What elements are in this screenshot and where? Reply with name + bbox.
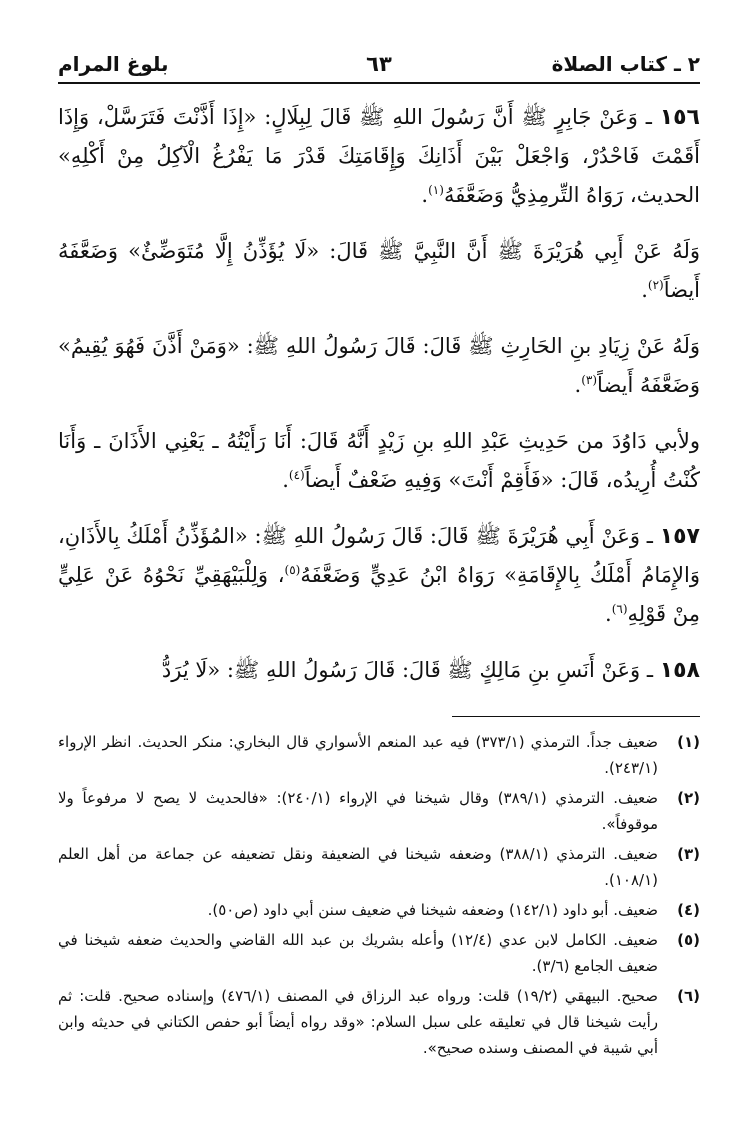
footnote-text: ضعيف جداً. الترمذي (٣٧٣/١) فيه عبد المنعم الأسواري قال البخاري: منكر الحديث. انظر الإرواء (٢٤٣/١). bbox=[58, 733, 658, 777]
book-title: بلوغ المرام bbox=[58, 52, 169, 76]
footnote-ref: (٦) bbox=[611, 602, 628, 616]
hadith-paragraph bbox=[58, 651, 700, 690]
hadith-text: وَلَهُ عَنْ أَبِي هُرَيْرَةَ ﷺ أَنَّ النَّبِيَّ ﷺ قَالَ: «لَا يُؤَذِّنُ إِلَّا مُتَوَضِّئٌ» وَضَعَّفَهُ أَيضاً bbox=[58, 239, 700, 302]
hadith-paragraph: وَلَهُ عَنْ أَبِي هُرَيْرَةَ ﷺ أَنَّ النَّبِيَّ ﷺ قَالَ: «لَا يُؤَذِّنُ إِلَّا مُتَوَضِّئٌ» وَضَعَّفَهُ أَيضاً$^{(٢)}$. bbox=[58, 239, 700, 302]
footnote-ref: (٤) bbox=[288, 468, 305, 482]
page bbox=[58, 44, 700, 1065]
footnote bbox=[58, 785, 700, 837]
footnote bbox=[58, 927, 700, 979]
hadith-paragraph: ولأبي دَاوُدَ من حَدِيثِ عَبْدِ اللهِ بنِ زَيْدٍ أَنَّهُ قَالَ: أَنَا رَأَيْتُهُ ـ يَعْنِي الأَذَانَ ـ وَأَنَا كُنْتُ أُرِيدُه، قَالَ: «فَأَقِمْ أَنْتَ» وَفِيهِ ضَعْفٌ أَيضاً$^{(٤)}$. bbox=[58, 429, 700, 492]
footnote-number: (٢) bbox=[677, 789, 700, 807]
footnote bbox=[58, 897, 700, 923]
footnote-text: صحيح. البيهقي (١٩/٢) قلت: ورواه عبد الرزاق في المصنف (٤٧٦/١) وإسناده صحيح. قلت: ثم رأيت شيخنا قال في تعليقه على سبل السلام: «وقد رواه أيضاً أبو حفص الكتاني في حديثه وابن أبي شيبة في المصنف وسنده صحيح». bbox=[58, 987, 658, 1057]
hadith-text: ـ وَعَنْ جَابِرٍ ﷺ أَنَّ رَسُولَ اللهِ ﷺ قَالَ لِبِلَالٍ: «إِذَا أَذَّنْتَ فَتَرَسَّلْ، وَإِذَا أَقَمْتَ فَاحْدُرْ، وَاجْعَلْ بَيْنَ أَذَانِكَ وَإِقَامَتِكَ قَدْرَ مَا يَفْرُغُ الْآكِلُ مِنْ أَكْلِهِ» الحديث، رَوَاهُ التِّرمِذِيُّ وَضَعَّفَهُ bbox=[58, 105, 700, 207]
footnote-number: (٦) bbox=[677, 987, 700, 1005]
footnote-number: (١) bbox=[677, 733, 700, 751]
hadith-paragraph: ١٥٦ ـ وَعَنْ جَابِرٍ ﷺ أَنَّ رَسُولَ اللهِ ﷺ قَالَ لِبِلَالٍ: «إِذَا أَذَّنْتَ فَتَرَسَّلْ، وَإِذَا أَقَمْتَ فَاحْدُرْ، وَاجْعَلْ بَيْنَ أَذَانِكَ وَإِقَامَتِكَ قَدْرَ مَا يَفْرُغُ الْآكِلُ مِنْ أَكْلِهِ» الحديث، رَوَاهُ التِّرمِذِيُّ وَضَعَّفَهُ$^{(١)}$. bbox=[58, 105, 700, 207]
footnote bbox=[58, 983, 700, 1061]
footnote-text: ضعيف. الكامل لابن عدي (١٢/٤) وأعله بشريك بن عبد الله القاضي والحديث ضعفه شيخنا في ضعيف الجامع (٣/٦). bbox=[58, 931, 658, 975]
main-text bbox=[58, 98, 700, 690]
footnote-text: ضعيف. أبو داود (١٤٢/١) وضعفه شيخنا في ضعيف سنن أبي داود (ص٥٠). bbox=[207, 901, 658, 919]
footnote-text: ضعيف. الترمذي (٣٨٩/١) وقال شيخنا في الإرواء (٢٤٠/١): «فالحديث لا يصح لا مرفوعاً ولا موقوفاً». bbox=[58, 789, 658, 833]
hadith-number: ١٥٦ bbox=[659, 105, 700, 130]
hadith-number: ١٥٨ bbox=[659, 658, 700, 683]
footnote-ref: (٥) bbox=[284, 563, 301, 577]
hadith-text-tail: ، وَلِلْبَيْهَقِيِّ نَحْوُهُ عَنْ عَلِيٍّ مِنْ قَوْلِهِ bbox=[58, 563, 700, 626]
hadith-paragraph: وَلَهُ عَنْ زِيَادِ بنِ الحَارِثِ ﷺ قَالَ: قَالَ رَسُولُ اللهِ ﷺ: «وَمَنْ أَذَّنَ فَهُوَ يُقِيمُ» وَضَعَّفَهُ أَيضاً$^{(٣)}$. bbox=[58, 334, 700, 397]
hadith-text: ولأبي دَاوُدَ من حَدِيثِ عَبْدِ اللهِ بنِ زَيْدٍ أَنَّهُ قَالَ: أَنَا رَأَيْتُهُ ـ يَعْنِي الأَذَانَ ـ وَأَنَا كُنْتُ أُرِيدُه، قَالَ: «فَأَقِمْ أَنْتَ» وَفِيهِ ضَعْفٌ أَيضاً bbox=[58, 429, 700, 492]
footnotes bbox=[58, 729, 700, 1061]
footnote-number: (٤) bbox=[677, 901, 700, 919]
chapter-title: ٢ ـ كتاب الصلاة bbox=[551, 52, 700, 76]
footnote bbox=[58, 729, 700, 781]
hadith-number: ١٥٧ bbox=[659, 524, 700, 549]
footnote-ref: (٢) bbox=[647, 278, 664, 292]
page-number: ٦٣ bbox=[366, 52, 392, 76]
footnote-number: (٥) bbox=[677, 931, 700, 949]
page-header bbox=[58, 44, 700, 84]
hadith-text: ـ وَعَنْ أَبِي هُرَيْرَةَ ﷺ قَالَ: قَالَ رَسُولُ اللهِ ﷺ: «المُؤَذِّنُ أَمْلَكُ بِالأَذَانِ، وَالإِمَامُ أَمْلَكُ بِالإِقَامَةِ» رَوَاهُ ابْنُ عَدِيٍّ وَضَعَّفَهُ bbox=[58, 524, 700, 587]
footnote bbox=[58, 841, 700, 893]
hadith-paragraph: ١٥٧ ـ وَعَنْ أَبِي هُرَيْرَةَ ﷺ قَالَ: قَالَ رَسُولُ اللهِ ﷺ: «المُؤَذِّنُ أَمْلَكُ بِالأَذَانِ، وَالإِمَامُ أَمْلَكُ بِالإِقَامَةِ» رَوَاهُ ابْنُ عَدِيٍّ وَضَعَّفَهُ$^{(٥)}$، وَلِلْبَيْهَقِيِّ نَحْوُهُ عَنْ عَلِيٍّ مِنْ قَوْلِهِ$^{(٦)}$. bbox=[58, 524, 700, 626]
footnote-ref: (٣) bbox=[581, 373, 598, 387]
hadith-text: ـ وَعَنْ أَنَسِ بنِ مَالِكٍ ﷺ قَالَ: قَالَ رَسُولُ اللهِ ﷺ: «لَا يُرَدُّ bbox=[161, 658, 654, 682]
footnote-divider bbox=[452, 716, 700, 717]
footnote-text: ضعيف. الترمذي (٣٨٨/١) وضعفه شيخنا في الضعيفة ونقل تضعيفه عن جماعة من أهل العلم (١٠٨/١). bbox=[58, 845, 658, 889]
footnote-ref: (١) bbox=[428, 183, 444, 197]
hadith-text: وَلَهُ عَنْ زِيَادِ بنِ الحَارِثِ ﷺ قَالَ: قَالَ رَسُولُ اللهِ ﷺ: «وَمَنْ أَذَّنَ فَهُوَ يُقِيمُ» وَضَعَّفَهُ أَيضاً bbox=[58, 334, 700, 397]
footnote-number: (٣) bbox=[677, 845, 700, 863]
